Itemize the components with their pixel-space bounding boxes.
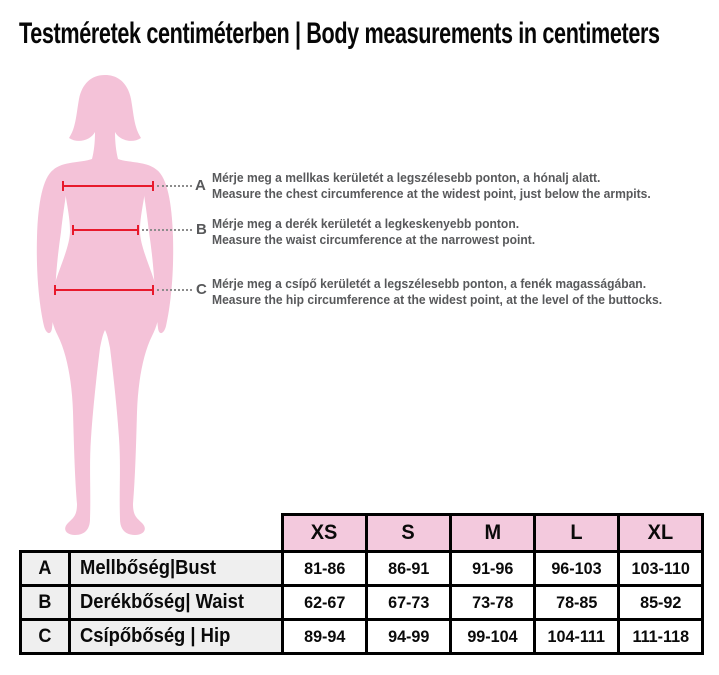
row-label: [68, 618, 284, 655]
hip-measure-line: [55, 289, 153, 291]
chest-leader-line: [157, 185, 192, 187]
row-letter-text: C: [38, 625, 52, 647]
value-cell: [365, 550, 452, 587]
measure-text-b: [212, 216, 535, 247]
value-text: 62-67: [303, 592, 346, 612]
value-cell: [449, 618, 536, 655]
header-cell-m: [449, 513, 536, 553]
value-text: 86-91: [387, 558, 430, 578]
value-cell: [617, 618, 704, 655]
value-cell: [533, 584, 620, 621]
value-text: 103-110: [631, 558, 690, 578]
value-text: 96-103: [551, 558, 602, 578]
measure-text-a-en: Measure the chest circumference at the widest point, just below the armpits.: [212, 185, 651, 201]
value-cell: [365, 584, 452, 621]
value-cell: [617, 550, 704, 587]
measure-text-c-en: Measure the hip circumference at the widest point, at the level of the buttocks.: [212, 291, 663, 307]
value-text: 78-85: [555, 592, 598, 612]
value-text: 104-111: [547, 626, 606, 646]
measure-text-c-hu: Mérje meg a csípő kerületét a legszélesebb ponton, a fenék magasságában.: [212, 276, 647, 291]
female-body-silhouette: [15, 72, 195, 537]
measure-label-c: C: [196, 281, 207, 298]
table-row-bust: [19, 550, 701, 587]
row-label-text: Derékbőség| Waist: [80, 591, 244, 613]
page-title: Testméretek centiméterben | Body measurements in centimeters: [19, 17, 660, 50]
value-cell: [281, 618, 368, 655]
value-cell: [449, 584, 536, 621]
measure-label-a: A: [195, 177, 206, 194]
header-cell-l: [533, 513, 620, 553]
body-shape: [51, 75, 160, 535]
value-text: 99-104: [467, 626, 518, 646]
header-text: M: [484, 521, 501, 544]
row-letter-text: A: [38, 557, 52, 579]
header-text: L: [570, 521, 583, 544]
value-cell: [365, 618, 452, 655]
value-text: 85-92: [639, 592, 682, 612]
header-text: S: [401, 521, 416, 544]
row-label: [68, 550, 284, 587]
value-cell: [449, 550, 536, 587]
measure-text-a-hu: Mérje meg a mellkas kerületét a legszélesebb ponton, a hónalj alatt.: [212, 170, 601, 185]
header-cell-xl: [617, 513, 704, 553]
row-letter: [19, 584, 71, 621]
value-text: 91-96: [471, 558, 514, 578]
measure-text-b-hu: Mérje meg a derék kerületét a legkeskenyebb ponton.: [212, 216, 520, 231]
value-cell: [533, 618, 620, 655]
table-row-waist: [19, 584, 701, 621]
value-text: 94-99: [387, 626, 430, 646]
row-label: [68, 584, 284, 621]
value-cell: [281, 584, 368, 621]
table-row-hip: [19, 618, 701, 655]
value-cell: [533, 550, 620, 587]
row-letter-text: B: [38, 591, 52, 613]
waist-measure-line: [73, 229, 138, 231]
value-text: 81-86: [303, 558, 346, 578]
size-table-header: [281, 513, 701, 553]
header-text: XL: [647, 521, 674, 544]
header-cell-s: [365, 513, 452, 553]
measure-label-b: B: [196, 221, 207, 238]
value-text: 89-94: [303, 626, 346, 646]
value-cell: [281, 550, 368, 587]
header-text: XS: [311, 521, 338, 544]
row-letter: [19, 550, 71, 587]
waist-leader-line: [142, 229, 192, 231]
value-text: 67-73: [387, 592, 430, 612]
row-label-text: Csípőbőség | Hip: [80, 625, 231, 647]
value-text: 111-118: [632, 626, 689, 646]
value-text: 73-78: [471, 592, 514, 612]
size-table: [19, 513, 701, 655]
header-cell-xs: [281, 513, 368, 553]
hip-leader-line: [157, 289, 192, 291]
row-label-text: Mellbőség|Bust: [80, 557, 217, 579]
chest-measure-line: [63, 185, 153, 187]
row-letter: [19, 618, 71, 655]
measure-text-c: [212, 276, 662, 307]
measure-text-a: [212, 170, 651, 201]
measure-text-b-en: Measure the waist circumference at the narrowest point.: [212, 231, 536, 247]
value-cell: [617, 584, 704, 621]
